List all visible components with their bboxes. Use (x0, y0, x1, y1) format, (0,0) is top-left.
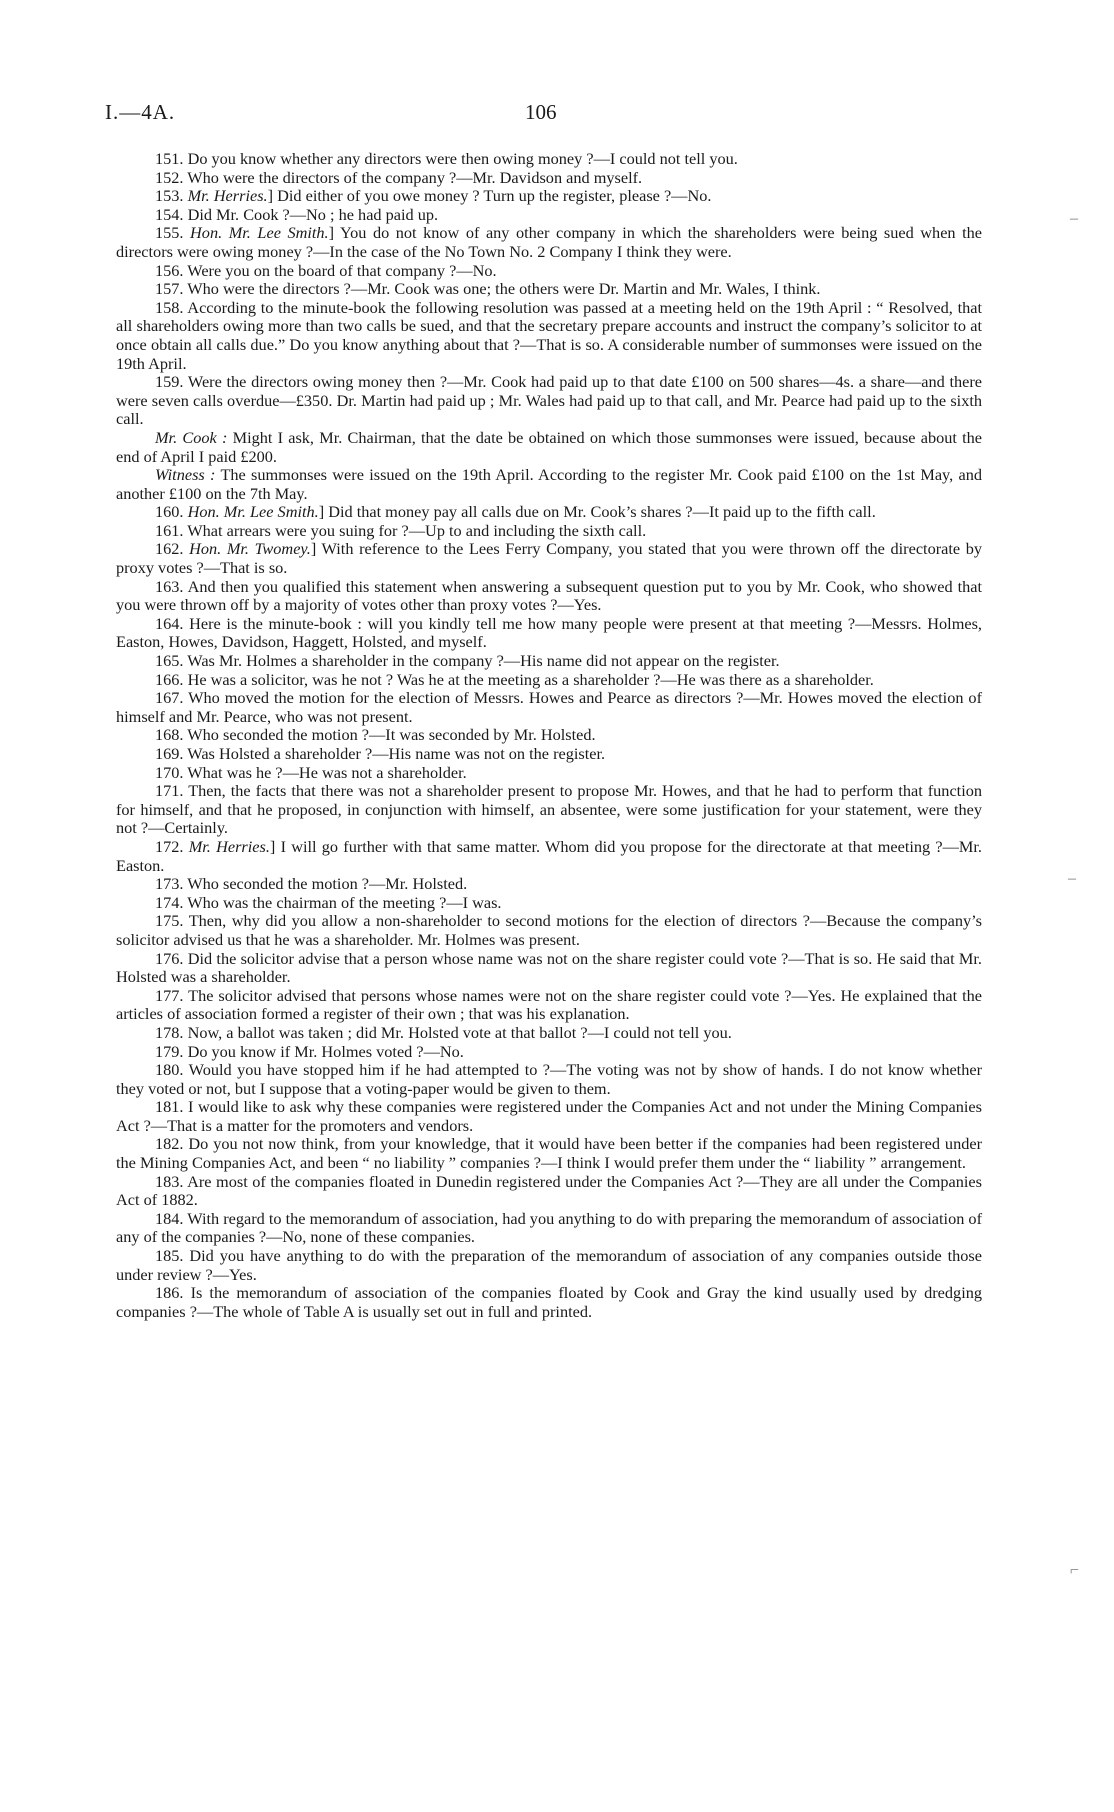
paragraph-text: ] I will go further with that same matter. Whom did you propose for the directorate at that meeting ?—Mr. Easton. (116, 836, 982, 875)
paragraph-text: 183. Are most of the companies floated in Dunedin registered under the Companies Act ?—They are all under the Companies Act of 1882. (116, 1171, 982, 1210)
speaker-name: Hon. Mr. Lee Smith. (190, 223, 329, 243)
question-paragraph (116, 280, 982, 299)
speaker-name: Mr. Cook : (155, 427, 228, 447)
speaker-name: Hon. Mr. Lee Smith. (187, 502, 319, 522)
paragraph-text: 165. Was Mr. Holmes a shareholder in the company ?—His name did not appear on the register. (155, 651, 780, 671)
question-number: 153. (155, 186, 188, 206)
question-paragraph (116, 745, 982, 764)
paragraph-text: 182. Do you not now think, from your knowledge, that it would have been better if the companies had been registered under the Mining Companies Act, and been “ no liability ” companies ?—I think I would prefer them under the “ liability ” arrangement. (116, 1134, 982, 1173)
speaker-name: Mr. Herries. (188, 836, 270, 856)
evidence-transcript (116, 150, 982, 1321)
paragraph-text: 170. What was he ?—He was not a shareholder. (155, 762, 467, 782)
question-number: 155. (155, 223, 191, 243)
paragraph-text: ] Did that money pay all calls due on Mr. Cook’s shares ?—It paid up to the fifth call. (318, 502, 876, 522)
question-paragraph (116, 1061, 982, 1098)
paragraph-text: 171. Then, the facts that there was not a shareholder present to propose Mr. Howes, and that he had to perform that function for himself, and that he proposed, in conjunction with himself, an absentee, were some justification for your statement, were they not ?—Certainly. (116, 781, 982, 838)
margin-mark: – (1070, 210, 1078, 227)
paragraph-text: 168. Who seconded the motion ?—It was seconded by Mr. Holsted. (155, 725, 596, 745)
paragraph-text: 173. Who seconded the motion ?—Mr. Holsted. (155, 874, 468, 894)
question-paragraph (116, 206, 982, 225)
question-paragraph (116, 1173, 982, 1210)
document-reference: I.—4A. (105, 100, 176, 124)
question-paragraph (116, 1210, 982, 1247)
paragraph-text: 163. And then you qualified this statement when answering a subsequent question put to you by Mr. Cook, who showed that you were thrown off by a majority of votes other than proxy votes ?—Yes. (116, 576, 982, 615)
question-number: 162. (155, 539, 190, 559)
question-paragraph (116, 652, 982, 671)
question-paragraph (116, 150, 982, 169)
paragraph-text: Might I ask, Mr. Chairman, that the date be obtained on which those summonses were issued, because about the end of April I paid £200. (116, 427, 982, 466)
paragraph-text: 166. He was a solicitor, was he not ? Was he at the meeting as a shareholder ?—He was there as a shareholder. (155, 669, 874, 689)
paragraph-text: 176. Did the solicitor advise that a person whose name was not on the share register could vote ?—That is so. He said that Mr. Holsted was a shareholder. (116, 948, 982, 987)
question-paragraph (116, 764, 982, 783)
question-paragraph (116, 726, 982, 745)
paragraph-text: 174. Who was the chairman of the meeting ?—I was. (155, 892, 502, 912)
question-paragraph (116, 1135, 982, 1172)
paragraph-text: 181. I would like to ask why these companies were registered under the Companies Act and not under the Mining Companies Act ?—That is a matter for the promoters and vendors. (116, 1097, 982, 1135)
question-paragraph (116, 950, 982, 987)
paragraph-text: 158. According to the minute-book the following resolution was passed at a meeting held on the 19th April : “ Resolved, that all shareholders owing more than two calls be sued, and that the secretary prepare accounts and instruct the company’s solicitor to at once obtain all calls due.” Do you know anything about that ?—That is so. A considerable number of summonses were issued on the 19th April. (116, 297, 982, 373)
question-paragraph (116, 373, 982, 429)
question-paragraph (116, 987, 982, 1024)
paragraph-text: 175. Then, why did you allow a non-shareholder to second motions for the election of directors ?—Because the company’s solicitor advised us that he was a shareholder. Mr. Holmes was present. (116, 911, 982, 949)
question-paragraph (116, 1098, 982, 1135)
question-paragraph (116, 838, 982, 875)
paragraph-text: 156. Were you on the board of that company ?—No. (155, 260, 497, 280)
question-paragraph (116, 671, 982, 690)
margin-mark: ⌐ (1070, 1562, 1080, 1579)
paragraph-text: 151. Do you know whether any directors were then owing money ?—I could not tell you. (155, 149, 738, 168)
paragraph-text: 157. Who were the directors ?—Mr. Cook was one; the others were Dr. Martin and Mr. Wales, I think. (155, 279, 821, 299)
paragraph-text: The summonses were issued on the 19th April. According to the register Mr. Cook paid £100 on the 1st May, and another £100 on the 7th May. (116, 465, 982, 503)
question-paragraph (116, 522, 982, 541)
question-paragraph (116, 429, 982, 466)
paragraph-text: 152. Who were the directors of the company ?—Mr. Davidson and myself. (155, 167, 643, 187)
question-paragraph (116, 299, 982, 373)
speaker-name: Hon. Mr. Twomey. (189, 539, 311, 559)
question-paragraph (116, 466, 982, 503)
question-paragraph (116, 262, 982, 281)
paragraph-text: 167. Who moved the motion for the election of Messrs. Howes and Pearce as directors ?—Mr. Howes moved the election of himself and Mr. Pearce, who was not present. (116, 688, 982, 726)
question-paragraph (116, 689, 982, 726)
paragraph-text: 169. Was Holsted a shareholder ?—His name was not on the register. (155, 744, 606, 763)
paragraph-text: 184. With regard to the memorandum of association, had you anything to do with preparing the memorandum of association of any of the companies ?—No, none of these companies. (116, 1208, 982, 1247)
question-paragraph (116, 187, 982, 206)
paragraph-text: 178. Now, a ballot was taken ; did Mr. Holsted vote at that ballot ?—I could not tell you. (155, 1022, 732, 1042)
margin-mark: – (1068, 870, 1076, 887)
question-paragraph (116, 875, 982, 894)
paragraph-text: 154. Did Mr. Cook ?—No ; he had paid up. (155, 204, 439, 224)
question-paragraph (116, 1284, 982, 1321)
question-paragraph (116, 615, 982, 652)
paragraph-text: 161. What arrears were you suing for ?—Up to and including the sixth call. (155, 520, 647, 540)
question-paragraph (116, 1024, 982, 1043)
question-paragraph (116, 224, 982, 261)
paragraph-text: 159. Were the directors owing money then ?—Mr. Cook had paid up to that date £100 on 500 shares—4s. a share—and there were seven calls overdue—£350. Dr. Martin had paid up ; Mr. Wales had paid up to that call, and Mr. Pearce had paid up to the sixth call. (116, 372, 982, 429)
question-number: 160. (155, 502, 188, 522)
question-paragraph (116, 503, 982, 522)
question-paragraph (116, 1043, 982, 1062)
paragraph-text: 180. Would you have stopped him if he had attempted to ?—The voting was not by show of hands. I do not know whether they voted or not, but I suppose that a voting-paper would be given to them. (116, 1060, 982, 1098)
page-header (105, 100, 1000, 130)
paragraph-text: 164. Here is the minute-book : will you kindly tell me how many people were present at that meeting ?—Messrs. Holmes, Easton, Howes, Davidson, Haggett, Holsted, and myself. (116, 613, 982, 652)
paragraph-text: 177. The solicitor advised that persons whose names were not on the share register could vote ?—Yes. He explained that the articles of association formed a register of their own ; that was his explanation. (116, 985, 982, 1024)
paragraph-text: ] Did either of you owe money ? Turn up the register, please ?—No. (267, 186, 712, 206)
question-paragraph (116, 912, 982, 949)
paragraph-text: 185. Did you have anything to do with the preparation of the memorandum of association of any companies outside those under review ?—Yes. (116, 1246, 982, 1284)
paragraph-text: 179. Do you know if Mr. Holmes voted ?—No. (155, 1041, 464, 1061)
paragraph-text: ] With reference to the Lees Ferry Company, you stated that you were thrown off the directorate by proxy votes ?—That is so. (116, 539, 982, 578)
question-paragraph (116, 1247, 982, 1284)
paragraph-text: ] You do not know of any other company in which the shareholders were being sued when the directors were owing money ?—In the case of the No Town No. 2 Company I think they were. (116, 223, 982, 261)
speaker-name: Witness : (155, 465, 216, 485)
question-number: 172. (155, 836, 189, 856)
question-paragraph (116, 169, 982, 188)
question-paragraph (116, 894, 982, 913)
question-paragraph (116, 540, 982, 577)
page-number: 106 (525, 100, 557, 124)
paragraph-text: 186. Is the memorandum of association of the companies floated by Cook and Gray the kind usually used by dredging companies ?—The whole of Table A is usually set out in full and printed. (116, 1283, 982, 1321)
speaker-name: Mr. Herries. (187, 186, 268, 206)
question-paragraph (116, 782, 982, 838)
question-paragraph (116, 578, 982, 615)
